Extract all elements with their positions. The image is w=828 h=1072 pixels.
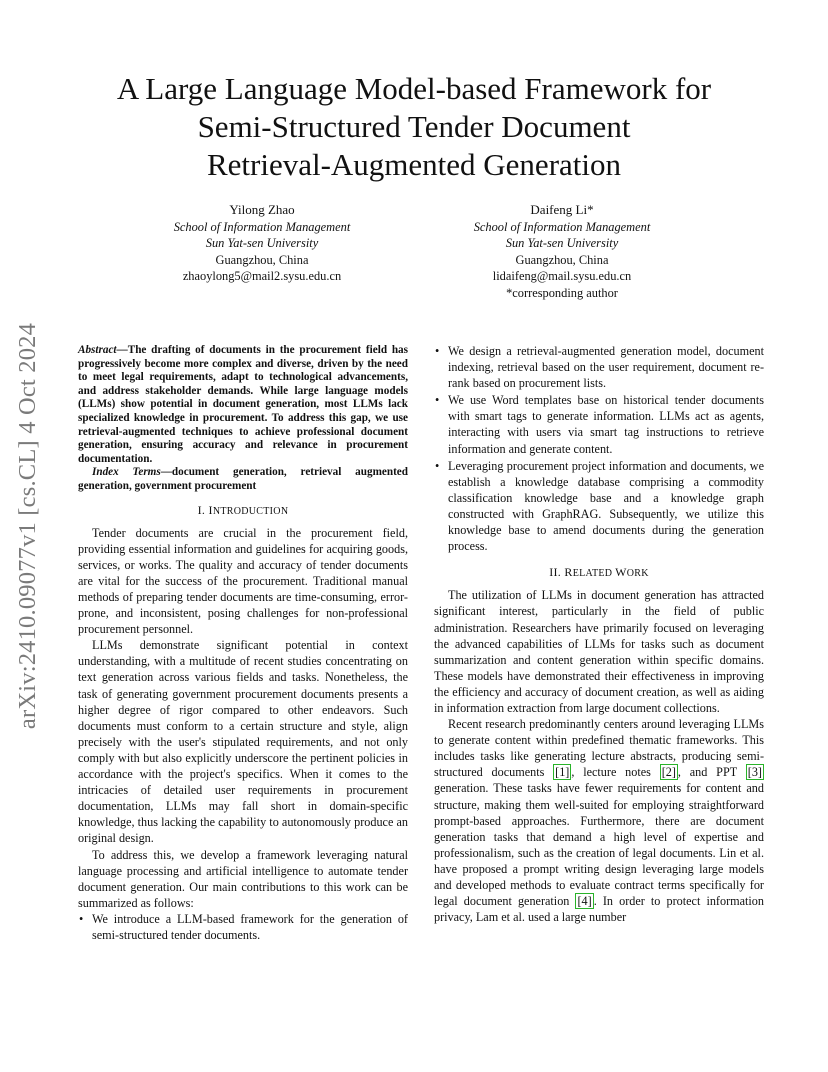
list-item: • We introduce a LLM-based framework for the generation of semi-structured tender documents. — [78, 911, 408, 943]
text-run: , and PPT — [677, 765, 746, 780]
author-university: Sun Yat-sen University — [505, 236, 619, 251]
index-terms-label: Index Terms — [92, 466, 161, 479]
heading-initial: R — [564, 565, 573, 580]
citation-link[interactable]: [3] — [747, 765, 762, 780]
text-run: . In order to protect information privacy, Lam et al. used a large number — [434, 894, 764, 925]
arxiv-identifier: arXiv:2410.09077v1 [cs.CL] 4 Oct 2024 — [14, 322, 41, 730]
intro-paragraph-3: To address this, we develop a framework leveraging natural language processing and artificial intelligence to automate tender document generation. Our main contributions to this work can be summarized as follows: — [78, 847, 408, 910]
citation-link[interactable]: [1] — [555, 765, 570, 780]
right-column — [434, 343, 764, 925]
contribution-list — [78, 911, 408, 943]
author-email[interactable]: lidaifeng@mail.sysu.edu.cn — [492, 269, 632, 284]
heading-smallcaps: NTRODUCTION — [212, 505, 289, 517]
author-note: *corresponding author — [506, 285, 618, 300]
left-column — [78, 344, 408, 944]
index-terms-text: —document generation, retrieval augmented generation, government procurement — [78, 466, 408, 492]
index-terms — [78, 466, 408, 493]
text-run: generation. These tasks have fewer requirements for content and structure, making them well-suited for employing straightforward prompt-based approaches. Furthermore, there are document generation tasks that demand a high level of expertise and professionalism, such as the creation of legal documents. Lin et al. have proposed a prompt writing design leveraging large models and developed methods to evaluate contract terms specifically for legal document generation — [434, 781, 764, 909]
abstract-text: —The drafting of documents in the procurement field has progressively become more complex and diverse, driven by the need to meet legal requirements, adapt to technological advancements, and address stakeholder demands. While large language models (LLMs) show potential in document generation, most LLMs lack specialized knowledge in procurement. To address this gap, we use retrieval-augmented techniques to achieve professional document generation, ensuring accuracy and relevance in procurement documentation. — [78, 344, 408, 465]
related-paragraph-1: The utilization of LLMs in document generation has attracted significant interest, particularly in the field of public administration. Researchers have primarily focused on leveraging the advanced capabilities of LLMs for tasks such as document summarization and content generation within specific domains. These models have demonstrated their effectiveness in improving the efficiency and accuracy of document creation, as well as aiding in information extraction from large document collections. — [434, 588, 764, 715]
heading-initial: I — [208, 502, 213, 517]
section-heading-introduction — [78, 502, 408, 520]
heading-smallcaps: ORK — [626, 568, 649, 580]
heading-numeral: I. — [197, 502, 209, 517]
heading-smallcaps: ELATED — [572, 568, 616, 580]
citation-link[interactable]: [4] — [577, 894, 592, 909]
author-university: Sun Yat-sen University — [205, 236, 319, 251]
author-block-2 — [412, 202, 712, 302]
arxiv-sidebar — [8, 296, 48, 756]
related-paragraph-2 — [434, 716, 764, 925]
abstract — [78, 344, 408, 466]
title-line: Semi-Structured Tender Document — [197, 109, 631, 144]
contribution-list-continued — [434, 343, 764, 554]
list-item: • We design a retrieval-augmented generation model, document indexing, retrieval based on the user requirement, document re-rank based on procurement lists. — [434, 343, 764, 391]
text-run: , lecture notes — [571, 765, 660, 780]
list-item: • We use Word templates base on historical tender documents with smart tags to generate information. LLMs act as agents, interacting with users via smart tag instructions to retrieve information and generate content. — [434, 392, 764, 456]
heading-numeral: II. — [549, 565, 565, 580]
intro-paragraph-1: Tender documents are crucial in the procurement field, providing essential information and guidelines for acquiring goods, services, or works. The quality and accuracy of tender documents are vital for the success of the procurement. Traditional manual methods of preparing tender documents are time-consuming, error-prone, and inconsistent, posing challenges for non-professional procurement personnel. — [78, 525, 408, 637]
title-line: Retrieval-Augmented Generation — [206, 147, 622, 182]
author-email[interactable]: zhaoylong5@mail2.sysu.edu.cn — [182, 269, 342, 284]
abstract-label: Abstract — [78, 344, 117, 356]
author-city: Guangzhou, China — [515, 252, 609, 267]
author-city: Guangzhou, China — [215, 252, 309, 267]
heading-initial: W — [615, 565, 627, 580]
list-item: • Leveraging procurement project information and documents, we establish a knowledge database comprising a commodity classification knowledge base and a knowledge graph constructed with GraphRAG. Subsequently, we utilize this knowledge base to amend documents during the generation process. — [434, 458, 764, 555]
author-department: School of Information Management — [473, 219, 651, 234]
author-name: Yilong Zhao — [229, 202, 295, 217]
section-heading-related-work — [434, 564, 764, 582]
title-line: A Large Language Model-based Framework for — [116, 71, 712, 106]
text-run: Recent research predominantly centers around leveraging LLMs to generate content within predefined thematic frameworks. This includes tasks like generating lecture abstracts, producing semi-structured documents — [434, 717, 764, 780]
author-department: School of Information Management — [173, 219, 351, 234]
citation-link[interactable]: [2] — [661, 765, 676, 780]
author-name: Daifeng Li* — [530, 202, 594, 217]
paper-title — [60, 70, 768, 184]
intro-paragraph-2: LLMs demonstrate significant potential in context understanding, with a multitude of recent studies concentrating on text generation across various fields and tasks. Nonetheless, the task of generating government procurement documents presents a higher degree of rigor compared to other endeavors. Such documents must conform to a certain structure and style, align precisely with the user's stipulated requirements, and not only comply with but also explicitly underscore the pertinent policies in accordance with the project's specifics. When it comes to the intricacies of detailed user requirements in procurement documentation, LLMs may fall short in domain-specific knowledge, thus lacking the capability to autonomously produce an original design. — [78, 638, 408, 846]
author-block-1 — [112, 202, 412, 285]
